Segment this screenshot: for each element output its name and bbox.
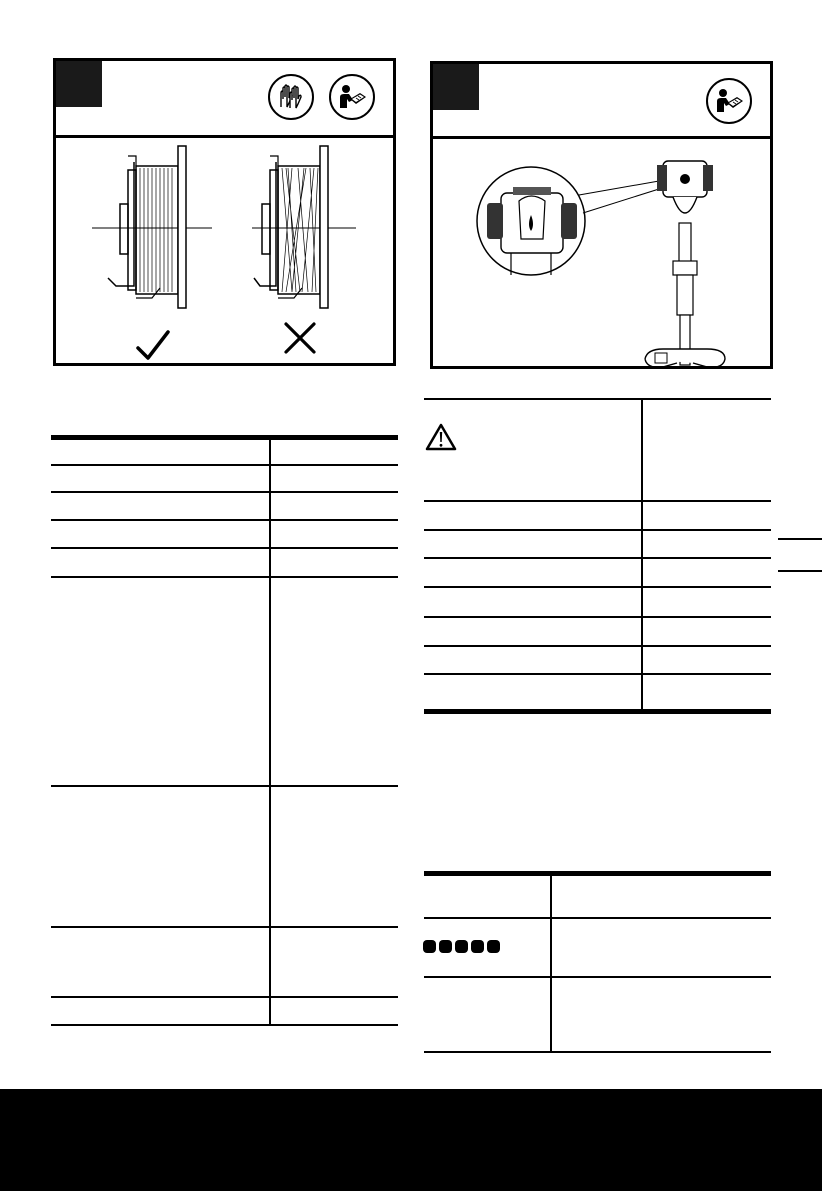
trimmer-head-figure (430, 61, 773, 369)
trimmer-illustration (433, 139, 770, 366)
page-footer-band (0, 1089, 822, 1191)
step-number-badge (433, 64, 479, 110)
led-dot-icon (423, 940, 436, 953)
read-manual-icon (329, 74, 375, 120)
zoom-detail-circle (477, 167, 585, 275)
step-number-badge (56, 61, 102, 107)
read-manual-icon (706, 78, 752, 124)
spool-correct-winding (92, 146, 212, 358)
trimmer-body (645, 161, 725, 366)
led-dot-icon (455, 940, 468, 953)
spool-illustrations (56, 138, 393, 363)
gloves-icon (268, 74, 314, 120)
check-mark-icon (138, 332, 168, 358)
led-indicator-five-lit (423, 940, 503, 958)
spool-incorrect-winding (252, 146, 356, 352)
led-dot-icon (439, 940, 452, 953)
spool-winding-figure (53, 58, 396, 366)
led-dot-icon (487, 940, 500, 953)
cross-mark-icon (286, 324, 314, 352)
warning-triangle-icon (425, 422, 457, 452)
led-dot-icon (471, 940, 484, 953)
